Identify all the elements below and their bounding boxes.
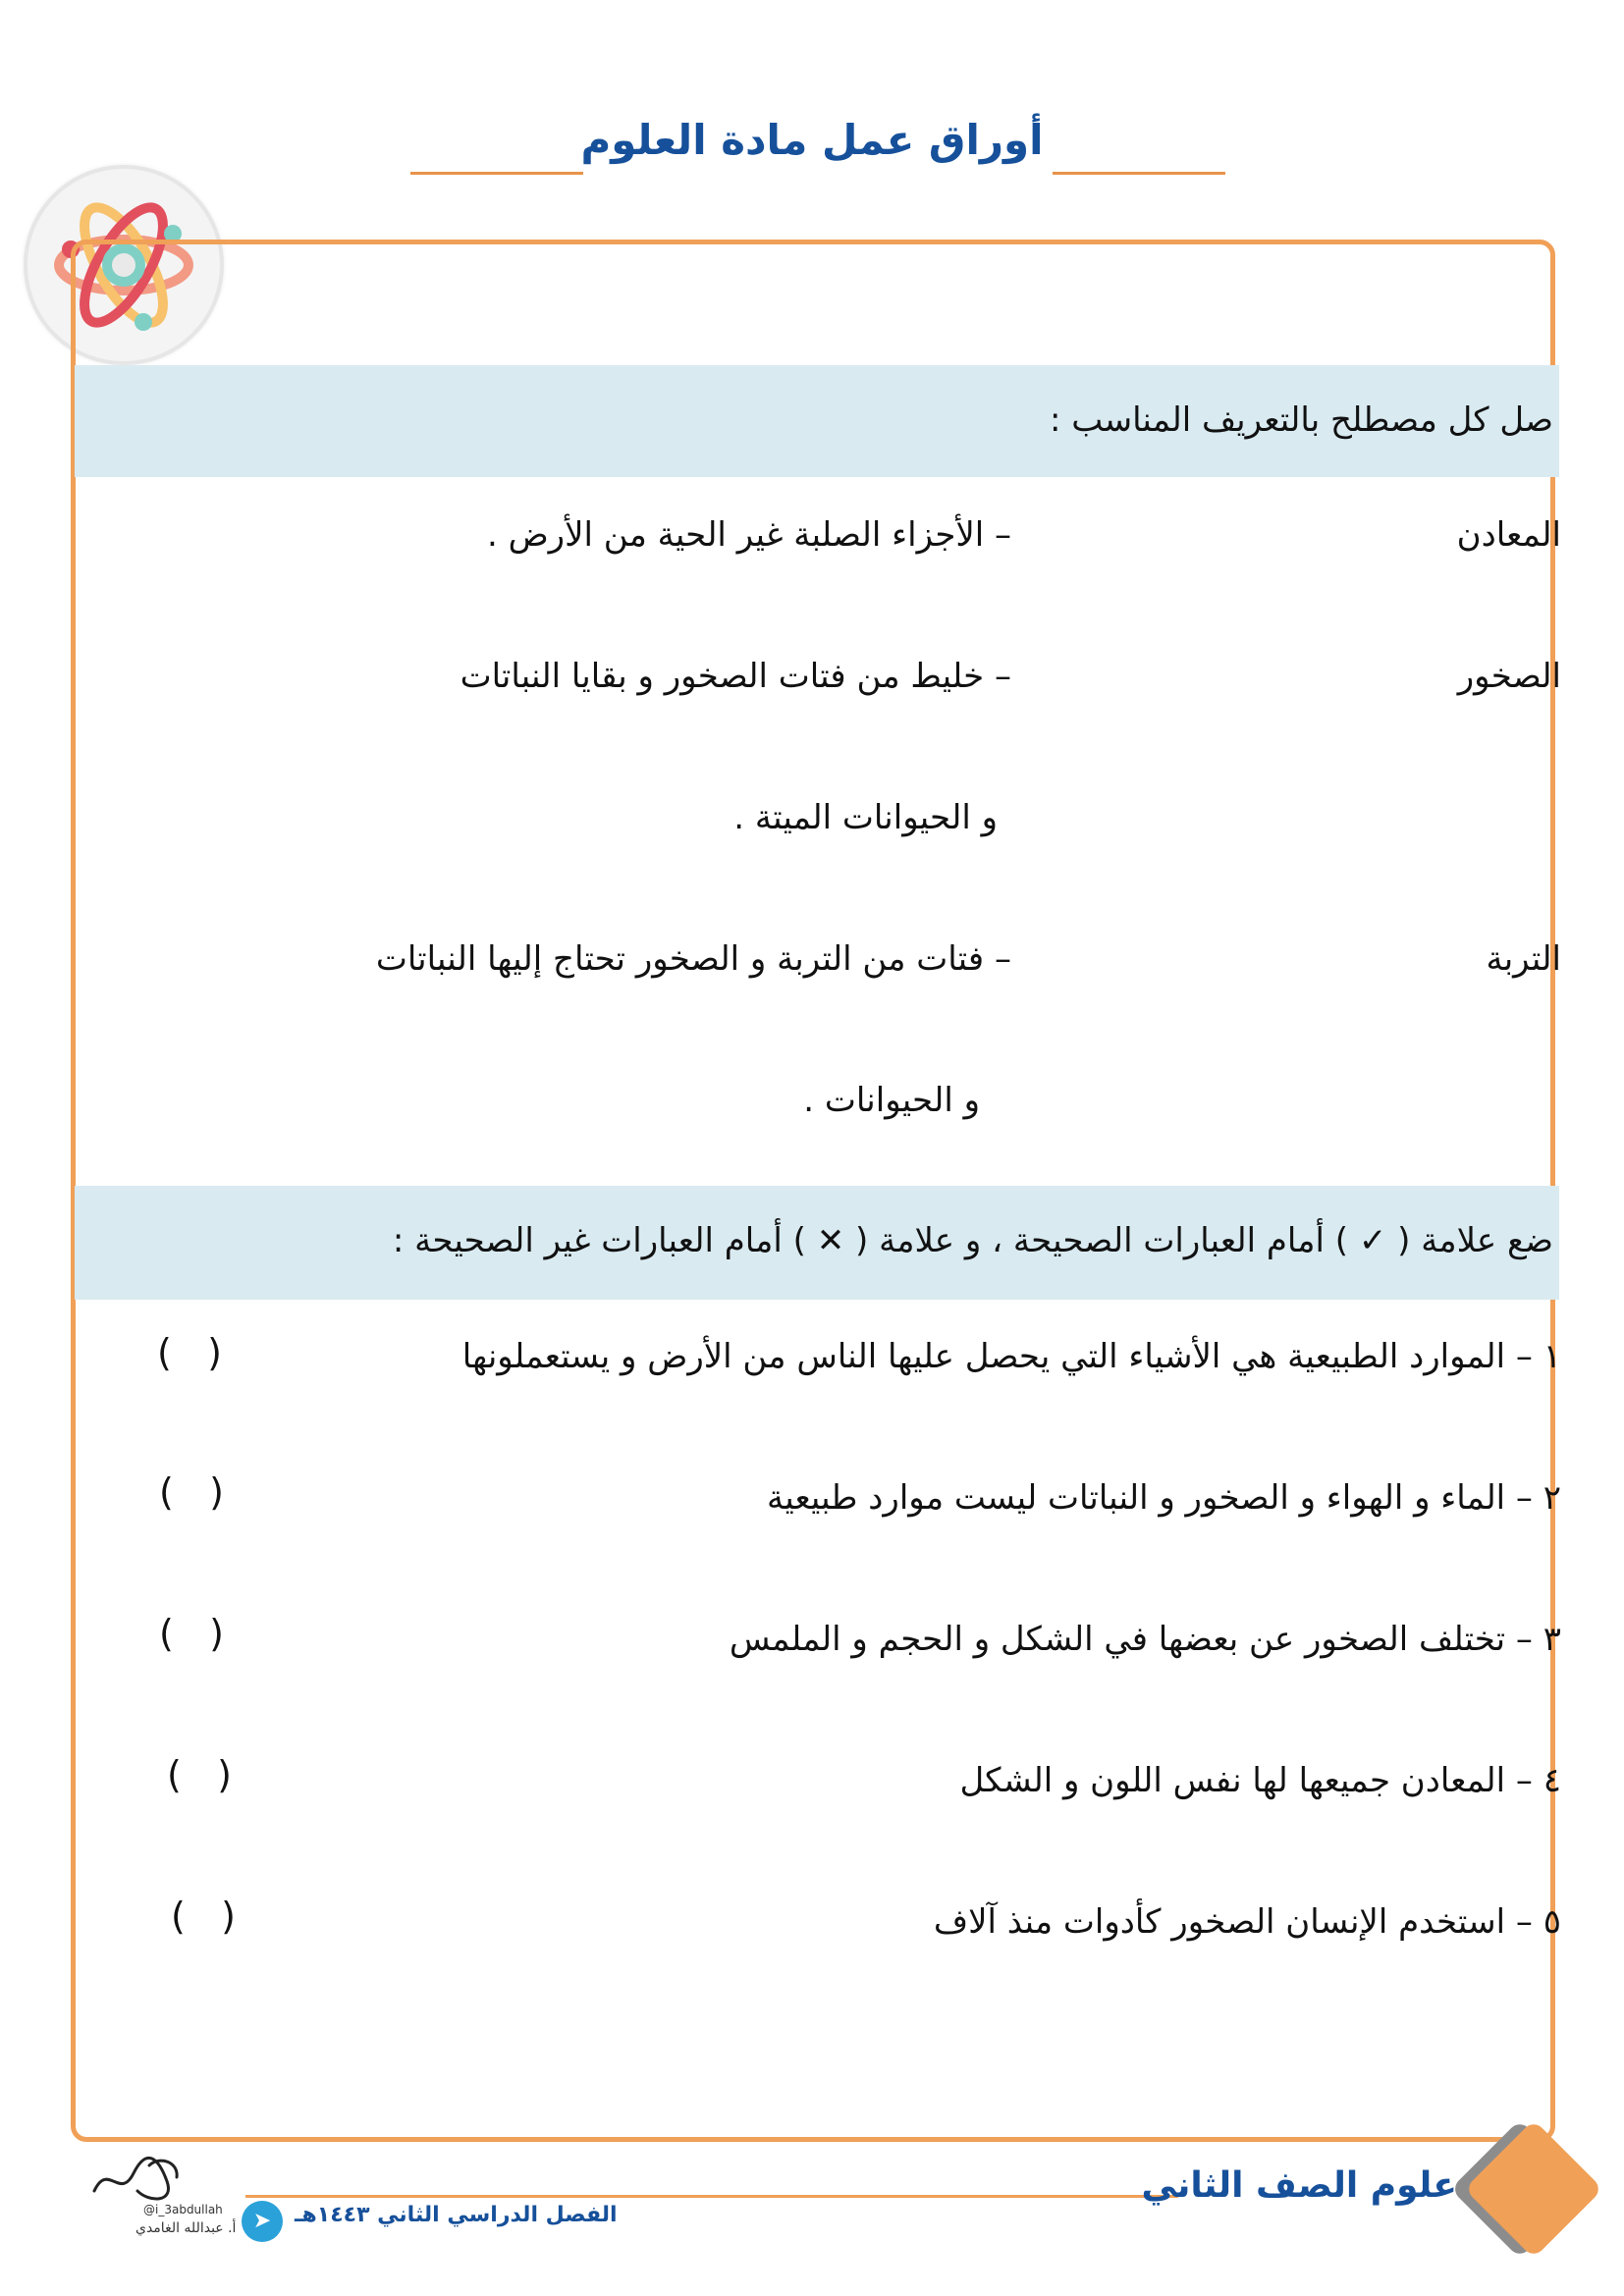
section2-band	[75, 1186, 1559, 1300]
answer-box-5[interactable]: ( )	[171, 1895, 236, 1938]
term-rocks: الصخور	[1457, 657, 1561, 696]
answer-box-1[interactable]: ( )	[157, 1331, 222, 1374]
definition-3-line2: و الحيوانات .	[803, 1081, 980, 1120]
signature-icon	[90, 2152, 185, 2207]
answer-box-3[interactable]: ( )	[159, 1612, 224, 1655]
statement-3: ٣ – تختلف الصخور عن بعضها في الشكل و الحجم و الملمس	[729, 1620, 1561, 1659]
answer-box-2[interactable]: ( )	[159, 1470, 224, 1514]
definition-2-line1: – خليط من فتات الصخور و بقايا النباتات	[460, 657, 1011, 696]
statement-1: ١ – الموارد الطبيعية هي الأشياء التي يحصل عليها الناس من الأرض و يستعملونها	[461, 1337, 1561, 1376]
definition-3-line1: – فتات من التربة و الصخور تحتاج إليها النباتات	[375, 939, 1011, 979]
page-title: أوراق عمل مادة العلوم	[580, 116, 1044, 164]
teacher-name: أ. عبدالله الغامدي	[135, 2220, 237, 2236]
footer-divider	[245, 2195, 1178, 2198]
title-underline-right	[1053, 172, 1225, 175]
section1-band	[75, 365, 1559, 477]
title-underline-left	[410, 172, 583, 175]
teacher-handle: @i_3abdullah	[143, 2203, 223, 2216]
statement-5: ٥ – استخدم الإنسان الصخور كأدوات منذ آلاف	[933, 1902, 1561, 1942]
section2-instruction: ضع علامة ( ✓ ) أمام العبارات الصحيحة ، و علامة ( ✕ ) أمام العبارات غير الصحيحة :	[392, 1221, 1553, 1260]
answer-box-4[interactable]: ( )	[167, 1753, 232, 1796]
definition-1: – الأجزاء الصلبة غير الحية من الأرض .	[486, 515, 1011, 555]
term-minerals: المعادن	[1456, 515, 1561, 555]
term-soil: التربة	[1486, 939, 1561, 979]
telegram-icon: ➤	[242, 2201, 283, 2242]
footer-term: الفصل الدراسي الثاني ١٤٤٣هـ	[295, 2203, 618, 2227]
footer-subject: علوم الصف الثاني	[1141, 2165, 1457, 2206]
statement-4: ٤ – المعادن جميعها لها نفس اللون و الشكل	[959, 1761, 1561, 1800]
section1-instruction: صل كل مصطلح بالتعريف المناسب :	[1049, 400, 1553, 440]
statement-2: ٢ – الماء و الهواء و الصخور و النباتات ليست موارد طبيعية	[766, 1478, 1561, 1518]
definition-2-line2: و الحيوانات الميتة .	[733, 798, 998, 837]
